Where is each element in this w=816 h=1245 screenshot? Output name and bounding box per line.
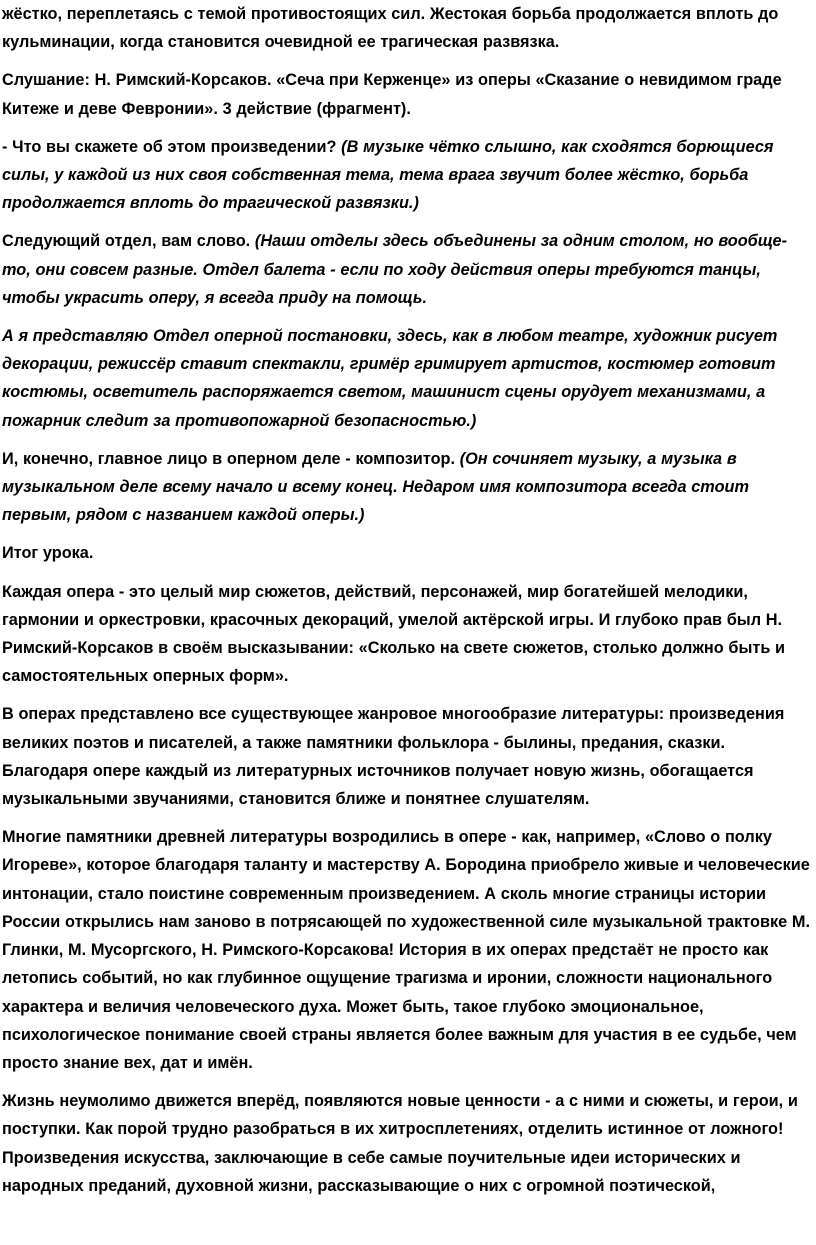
paragraph-genres <box>2 700 810 813</box>
life-moves-text: Жизнь неумолимо движется вперёд, появляются новые ценности - а с ними и сюжеты, и герои, и поступки. Как порой трудно разобраться в их хитросплетениях, отделить истинное от ложного! Произведения искусства, заключающие в себе самые поучительные идеи исторических и народных преданий, духовной жизни, рассказывающие о них с огромной поэтической, <box>2 1092 798 1195</box>
paragraph-listening-text: Слушание: Н. Римский-Корсаков. «Сеча при Керженце» из оперы «Сказание о невидимом граде Китеже и деве Февронии». 3 действие (фрагмент). <box>2 71 782 118</box>
paragraph-1 <box>2 0 810 56</box>
paragraph-listening <box>2 66 810 122</box>
lesson-summary-heading-text: Итог урока. <box>2 544 94 563</box>
paragraph-life-moves <box>2 1087 810 1200</box>
paragraph-question <box>2 133 810 218</box>
ballet-department-text: (Наши отделы здесь объединены за одним столом, но вообще-то, они совсем разные. Отдел балета - если по ходу действия оперы требуются танцы, чтобы украсить оперу, я всегда приду на помощь. <box>2 232 788 307</box>
paragraph-every-opera <box>2 578 810 691</box>
paragraph-next-department <box>2 227 810 312</box>
every-opera-text: Каждая опера - это целый мир сюжетов, действий, персонажей, мир богатейшей мелодики, гармонии и оркестровки, красочных декораций, умелой актёрской игры. И глубоко прав был Н. Римский-Корсаков в своём высказывании: «Сколько на свете сюжетов, столько должно быть и самостоятельных оперных форм». <box>2 582 786 686</box>
next-department-text: Следующий отдел, вам слово. <box>2 232 255 251</box>
genres-text: В операх представлено все существующее жанровое многообразие литературы: произведения великих поэтов и писателей, а также памятники фольклора - былины, предания, сказки. Благодаря опере каждый из литературных источников получает новую жизнь, обогащается музыкальными звучаниями, становится ближе и понятнее слушателям. <box>2 705 785 809</box>
answer-text: (В музыке чётко слышно, как сходятся борющиеся силы, у каждой из них своя собственная тема, тема врага звучит более жёстко, борьба продолжается вплоть до трагической развязки.) <box>2 137 774 213</box>
paragraph-composer <box>2 445 810 530</box>
question-text: - Что вы скажете об этом произведении? <box>2 137 342 156</box>
opera-staging-text: А я представляю Отдел оперной постановки, здесь, как в любом театре, художник рисует декорации, режиссёр ставит спектакли, гримёр гримирует артистов, костюмер готовит костюмы, осветитель распоряжается светом, машинист сцены орудует механизмами, а пожарник следит за противопожарной безопасностью.) <box>2 327 778 430</box>
paragraph-opera-staging <box>2 322 810 435</box>
lesson-summary-heading <box>2 539 810 567</box>
paragraph-ancient-literature <box>2 823 810 1077</box>
paragraph-1-text: жёстко, переплетаясь с темой противостоящих сил. Жестокая борьба продолжается вплоть до кульминации, когда становится очевидной ее трагическая развязка. <box>2 5 779 52</box>
composer-answer-text: (Он сочиняет музыку, а музыка в музыкальном деле всему начало и всему конец. Недаром имя композитора всегда стоит первым, рядом с названием каждой оперы.) <box>2 449 749 525</box>
composer-text: И, конечно, главное лицо в оперном деле - композитор. <box>2 449 460 468</box>
ancient-literature-text: Многие памятники древней литературы возродились в опере - как, например, «Слово о полку Игореве», которое благодаря таланту и мастерству А. Бородина приобрело живые и человеческие интонации, стало поистине современным произведением. А сколь многие страницы истории России открылись нам заново в потрясающей по художественной силе музыкальной трактовке М. Глинки, М. Мусоргского, Н. Римского-Корсакова! История в их операх предстаёт не просто как летопись событий, но как глубинное ощущение трагизма и иронии, сложности национального характера и величия человеческого духа. Может быть, такое глубоко эмоциональное, психологическое понимание своей страны является более важным для участия в ее судьбе, чем просто знание вех, дат и имён. <box>2 828 810 1072</box>
